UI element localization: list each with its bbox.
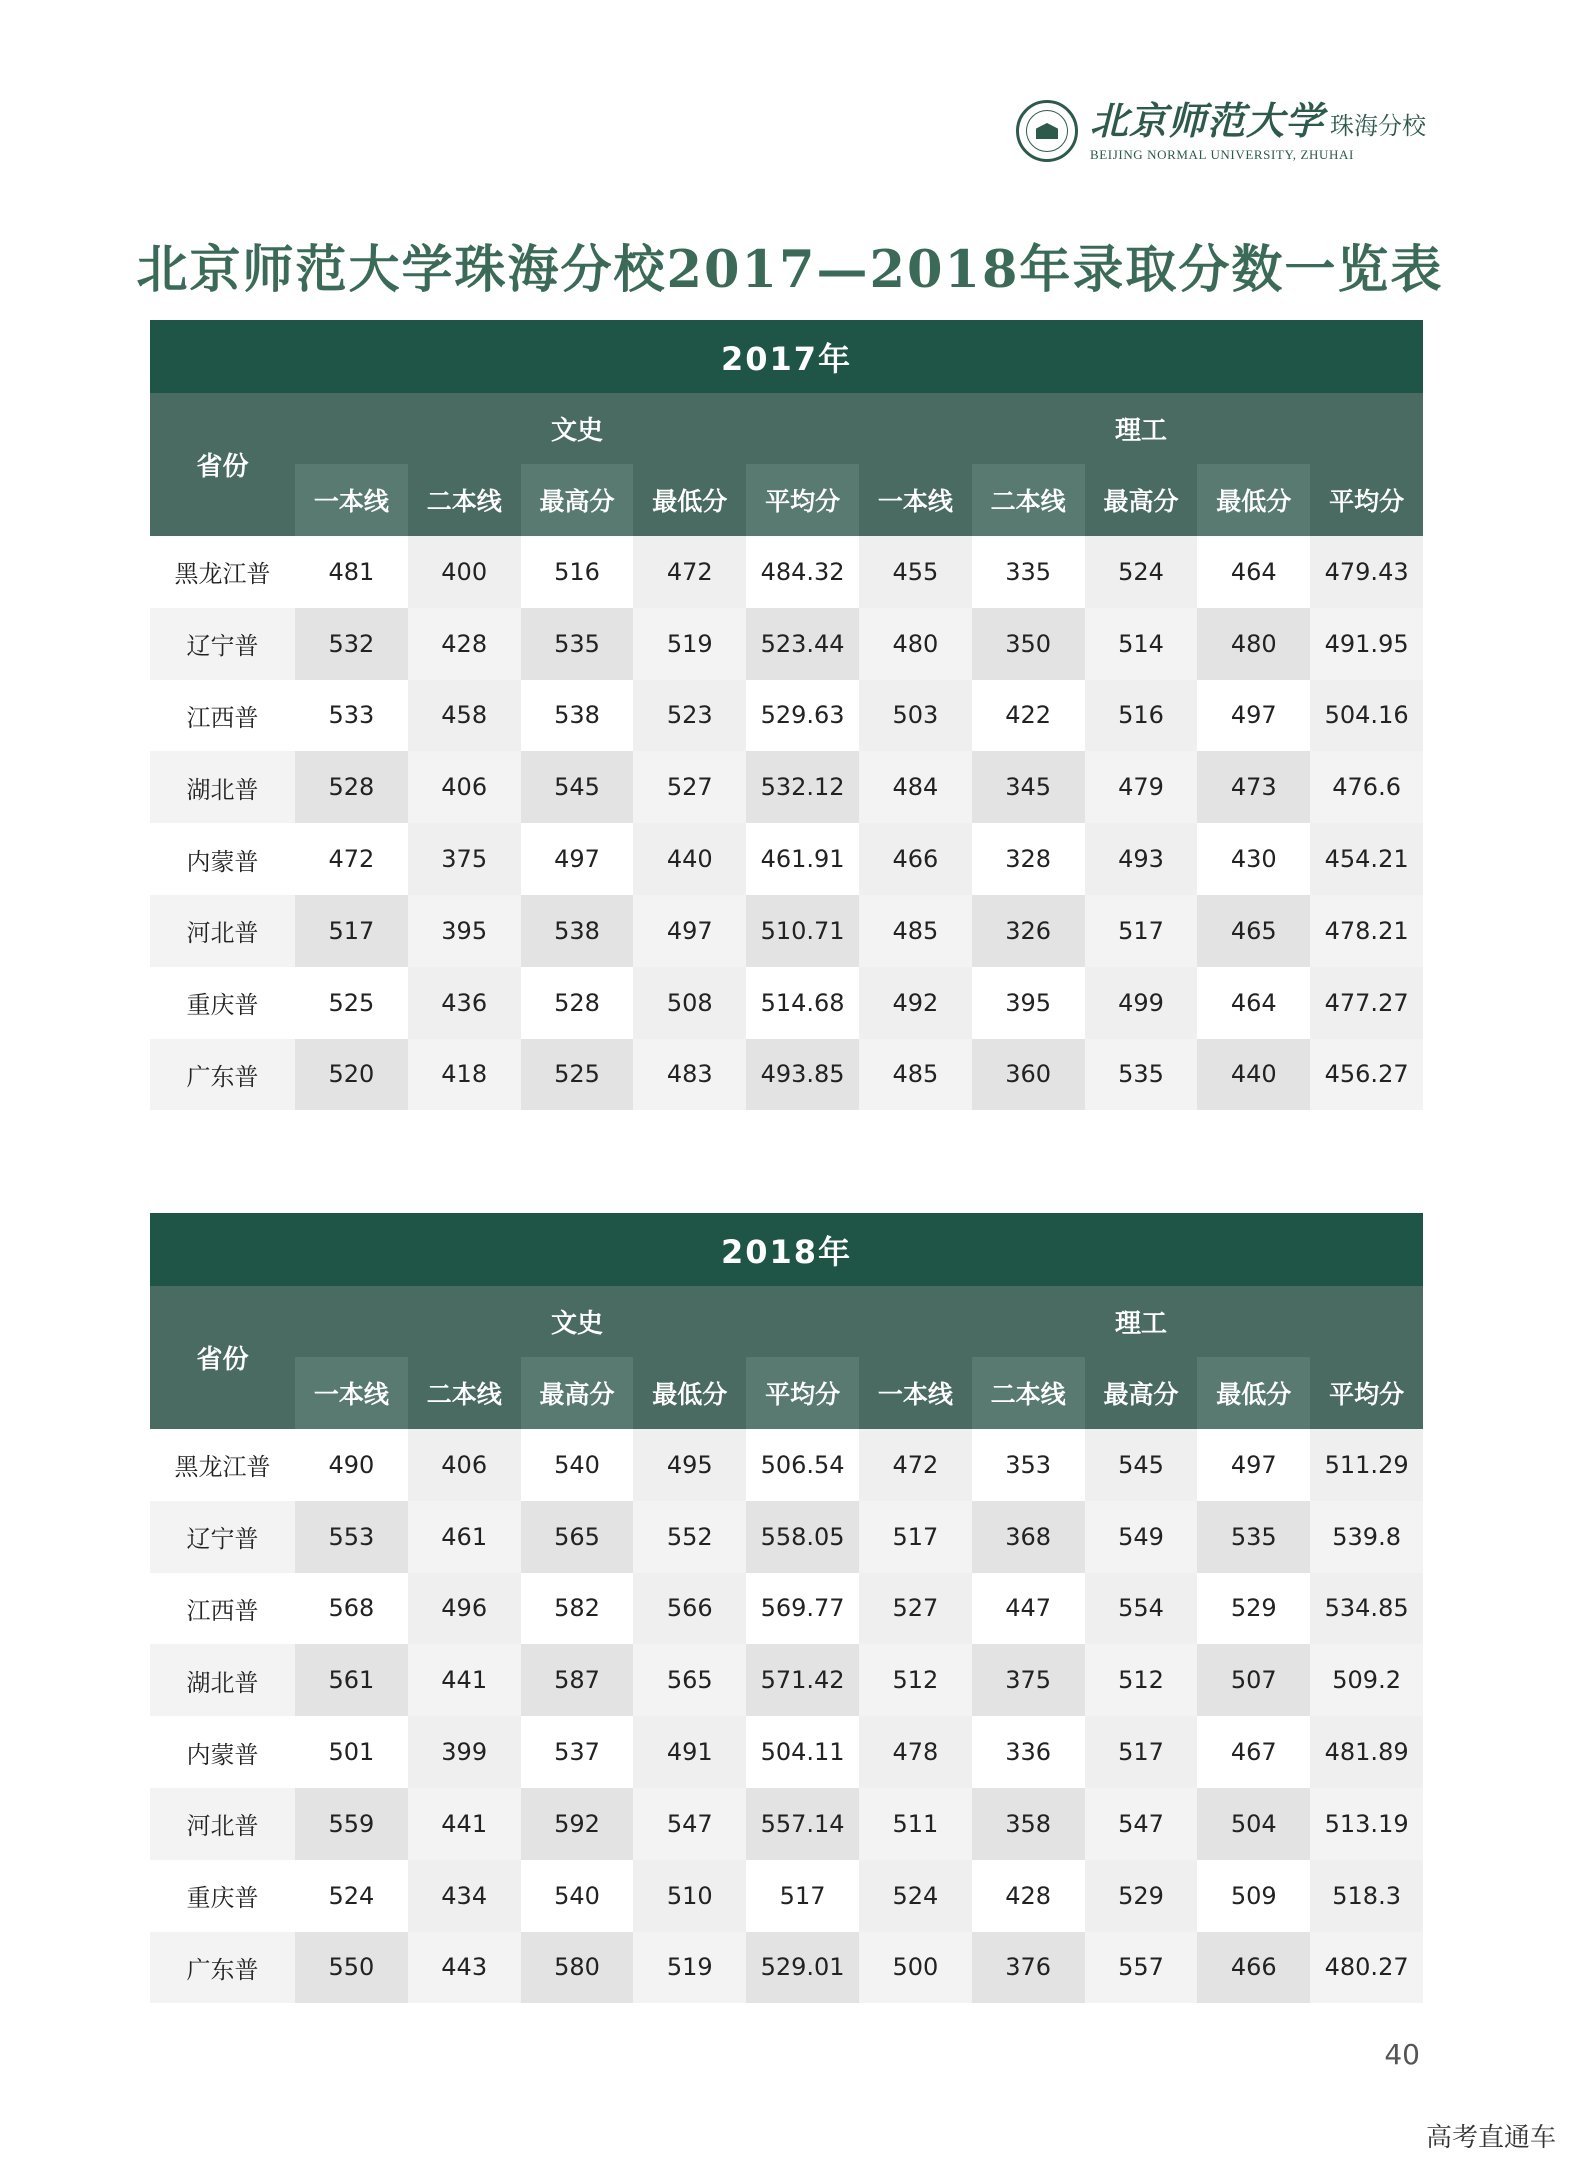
sub-column-header: 最低分 [1197,464,1310,536]
score-cell: 512 [859,1644,972,1716]
score-cell: 504 [1197,1788,1310,1860]
score-cell: 516 [1085,680,1198,752]
page-number: 40 [1384,2038,1420,2071]
table-row [150,823,1423,895]
score-cell: 476.6 [1310,751,1423,823]
admission-score-table [150,320,1423,1110]
score-cell: 478.21 [1310,895,1423,967]
score-cell: 436 [408,967,521,1039]
province-cell: 内蒙普 [150,823,295,895]
score-cell: 440 [633,823,746,895]
score-cell: 496 [408,1573,521,1645]
score-cell: 527 [633,751,746,823]
table-row [150,895,1423,967]
score-cell: 497 [633,895,746,967]
score-cell: 535 [1197,1501,1310,1573]
score-cell: 540 [521,1429,634,1501]
score-cell: 504.11 [746,1716,859,1788]
score-cell: 400 [408,536,521,608]
score-cell: 430 [1197,823,1310,895]
table-row [150,1860,1423,1932]
score-cell: 527 [859,1573,972,1645]
sub-column-header: 最高分 [521,464,634,536]
score-cell: 461.91 [746,823,859,895]
province-cell: 江西普 [150,680,295,752]
score-cell: 493.85 [746,1039,859,1111]
province-cell: 黑龙江普 [150,536,295,608]
score-cell: 440 [1197,1039,1310,1111]
sub-column-header: 二本线 [408,464,521,536]
province-cell: 湖北普 [150,1644,295,1716]
province-cell: 河北普 [150,1788,295,1860]
score-cell: 569.77 [746,1573,859,1645]
watermark-text: 高考直通车 [1425,2123,1556,2153]
score-cell: 571.42 [746,1644,859,1716]
score-cell: 480 [859,608,972,680]
score-cell: 501 [295,1716,408,1788]
table-row [150,1716,1423,1788]
score-cell: 485 [859,1039,972,1111]
score-cell: 565 [633,1644,746,1716]
score-cell: 566 [633,1573,746,1645]
score-cell: 529 [1085,1860,1198,1932]
score-cell: 517 [859,1501,972,1573]
score-cell: 472 [633,536,746,608]
score-cell: 559 [295,1788,408,1860]
sub-column-header: 二本线 [408,1357,521,1429]
score-cell: 554 [1085,1573,1198,1645]
score-cell: 528 [295,751,408,823]
score-cell: 500 [859,1932,972,2004]
score-cell: 479 [1085,751,1198,823]
score-cell: 538 [521,680,634,752]
score-cell: 454.21 [1310,823,1423,895]
score-cell: 345 [972,751,1085,823]
sub-column-header: 一本线 [295,464,408,536]
table-row [150,680,1423,752]
logo-campus-cn: 珠海分校 [1330,111,1426,140]
score-cell: 465 [1197,895,1310,967]
province-cell: 湖北普 [150,751,295,823]
province-cell: 河北普 [150,895,295,967]
sub-column-header: 最高分 [1085,464,1198,536]
score-cell: 508 [633,967,746,1039]
province-column-header: 省份 [150,1286,295,1429]
table-row [150,1573,1423,1645]
score-cell: 535 [521,608,634,680]
admission-score-table [150,1213,1423,2003]
score-cell: 557.14 [746,1788,859,1860]
score-cell: 532 [295,608,408,680]
sub-column-header: 最低分 [633,464,746,536]
score-cell: 336 [972,1716,1085,1788]
score-cell: 545 [1085,1429,1198,1501]
table-row [150,1039,1423,1111]
score-cell: 538 [521,895,634,967]
sub-column-header: 最高分 [1085,1357,1198,1429]
table-row [150,967,1423,1039]
score-cell: 464 [1197,536,1310,608]
province-cell: 辽宁普 [150,608,295,680]
score-cell: 518.3 [1310,1860,1423,1932]
score-cell: 406 [408,751,521,823]
score-cell: 350 [972,608,1085,680]
province-cell: 辽宁普 [150,1501,295,1573]
score-cell: 547 [1085,1788,1198,1860]
score-cell: 406 [408,1429,521,1501]
score-cell: 375 [972,1644,1085,1716]
score-cell: 480.27 [1310,1932,1423,2004]
sub-column-header: 最低分 [1197,1357,1310,1429]
score-cell: 477.27 [1310,967,1423,1039]
score-cell: 478 [859,1716,972,1788]
score-cell: 534.85 [1310,1573,1423,1645]
score-cell: 480 [1197,608,1310,680]
sub-column-header: 平均分 [746,464,859,536]
province-cell: 江西普 [150,1573,295,1645]
score-cell: 580 [521,1932,634,2004]
score-cell: 533 [295,680,408,752]
group-header-science: 理工 [859,393,1423,464]
score-cell: 455 [859,536,972,608]
score-cell: 368 [972,1501,1085,1573]
score-cell: 464 [1197,967,1310,1039]
table-row [150,1932,1423,2004]
score-cell: 524 [295,1860,408,1932]
score-cell: 447 [972,1573,1085,1645]
score-cell: 509.2 [1310,1644,1423,1716]
table-row [150,608,1423,680]
group-header-science: 理工 [859,1286,1423,1357]
score-cell: 473 [1197,751,1310,823]
score-cell: 497 [1197,1429,1310,1501]
score-cell: 525 [295,967,408,1039]
score-cell: 519 [633,1932,746,2004]
score-cell: 399 [408,1716,521,1788]
score-cell: 328 [972,823,1085,895]
score-cell: 376 [972,1932,1085,2004]
score-cell: 558.05 [746,1501,859,1573]
sub-column-header: 一本线 [859,1357,972,1429]
score-cell: 524 [859,1860,972,1932]
table-row [150,1788,1423,1860]
score-cell: 484.32 [746,536,859,608]
score-cell: 503 [859,680,972,752]
score-cell: 360 [972,1039,1085,1111]
score-cell: 466 [1197,1932,1310,2004]
score-cell: 512 [1085,1644,1198,1716]
logo-name-cn: 北京师范大学 [1089,97,1324,143]
sub-column-header: 一本线 [859,464,972,536]
score-cell: 529.01 [746,1932,859,2004]
score-cell: 516 [521,536,634,608]
score-cell: 517 [1085,895,1198,967]
score-cell: 395 [408,895,521,967]
province-cell: 广东普 [150,1932,295,2004]
score-cell: 491 [633,1716,746,1788]
score-cell: 525 [521,1039,634,1111]
score-cell: 511 [859,1788,972,1860]
score-cell: 434 [408,1860,521,1932]
province-column-header: 省份 [150,393,295,536]
score-cell: 535 [1085,1039,1198,1111]
score-cell: 547 [633,1788,746,1860]
score-cell: 497 [1197,680,1310,752]
score-cell: 484 [859,751,972,823]
score-cell: 540 [521,1860,634,1932]
score-cell: 418 [408,1039,521,1111]
sub-column-header: 平均分 [746,1357,859,1429]
score-cell: 461 [408,1501,521,1573]
score-cell: 524 [1085,536,1198,608]
sub-column-header: 最低分 [633,1357,746,1429]
table-row [150,751,1423,823]
score-cell: 537 [521,1716,634,1788]
logo-name-en: BEIJING NORMAL UNIVERSITY, ZHUHAI [1089,146,1354,162]
sub-column-header: 平均分 [1310,464,1423,536]
score-cell: 492 [859,967,972,1039]
group-header-liberal-arts: 文史 [295,1286,859,1357]
score-cell: 375 [408,823,521,895]
score-cell: 582 [521,1573,634,1645]
score-cell: 479.43 [1310,536,1423,608]
score-cell: 335 [972,536,1085,608]
score-cell: 511.29 [1310,1429,1423,1501]
province-cell: 重庆普 [150,967,295,1039]
score-cell: 568 [295,1573,408,1645]
score-cell: 441 [408,1788,521,1860]
score-cell: 467 [1197,1716,1310,1788]
score-cell: 523.44 [746,608,859,680]
table-year-heading: 2018年 [150,1213,1423,1286]
score-cell: 529 [1197,1573,1310,1645]
score-cell: 514 [1085,608,1198,680]
score-cell: 395 [972,967,1085,1039]
score-cell: 428 [972,1860,1085,1932]
score-cell: 513.19 [1310,1788,1423,1860]
score-cell: 520 [295,1039,408,1111]
sub-column-header: 最高分 [521,1357,634,1429]
sub-column-header: 平均分 [1310,1357,1423,1429]
score-cell: 528 [521,967,634,1039]
score-cell: 517 [746,1860,859,1932]
score-cell: 507 [1197,1644,1310,1716]
table-row [150,536,1423,608]
university-seal-icon [1016,100,1078,162]
score-cell: 497 [521,823,634,895]
sub-column-header: 二本线 [972,1357,1085,1429]
score-cell: 506.54 [746,1429,859,1501]
sub-column-header: 一本线 [295,1357,408,1429]
score-cell: 490 [295,1429,408,1501]
score-cell: 550 [295,1932,408,2004]
score-cell: 493 [1085,823,1198,895]
score-cell: 466 [859,823,972,895]
score-cell: 441 [408,1644,521,1716]
score-cell: 458 [408,680,521,752]
score-cell: 504.16 [1310,680,1423,752]
score-cell: 353 [972,1429,1085,1501]
score-cell: 510.71 [746,895,859,967]
group-header-liberal-arts: 文史 [295,393,859,464]
score-cell: 443 [408,1932,521,2004]
score-cell: 552 [633,1501,746,1573]
score-cell: 491.95 [1310,608,1423,680]
province-cell: 重庆普 [150,1860,295,1932]
score-cell: 485 [859,895,972,967]
table-year-heading: 2017年 [150,320,1423,393]
university-logo [1016,97,1426,162]
score-cell: 481.89 [1310,1716,1423,1788]
score-cell: 523 [633,680,746,752]
score-cell: 549 [1085,1501,1198,1573]
sub-column-header: 二本线 [972,464,1085,536]
province-cell: 内蒙普 [150,1716,295,1788]
score-cell: 532.12 [746,751,859,823]
score-cell: 553 [295,1501,408,1573]
score-cell: 519 [633,608,746,680]
score-cell: 517 [295,895,408,967]
score-cell: 358 [972,1788,1085,1860]
province-cell: 广东普 [150,1039,295,1111]
province-cell: 黑龙江普 [150,1429,295,1501]
table-row [150,1429,1423,1501]
score-cell: 545 [521,751,634,823]
score-cell: 326 [972,895,1085,967]
score-cell: 565 [521,1501,634,1573]
score-cell: 517 [1085,1716,1198,1788]
table-row [150,1644,1423,1716]
score-cell: 510 [633,1860,746,1932]
score-cell: 561 [295,1644,408,1716]
score-cell: 499 [1085,967,1198,1039]
score-cell: 514.68 [746,967,859,1039]
score-cell: 481 [295,536,408,608]
score-cell: 428 [408,608,521,680]
page-title: 北京师范大学珠海分校2017—2018年录取分数一览表 [136,240,1444,300]
score-cell: 472 [295,823,408,895]
score-cell: 483 [633,1039,746,1111]
table-row [150,1501,1423,1573]
score-cell: 529.63 [746,680,859,752]
score-cell: 472 [859,1429,972,1501]
score-cell: 557 [1085,1932,1198,2004]
score-cell: 592 [521,1788,634,1860]
score-cell: 509 [1197,1860,1310,1932]
score-cell: 422 [972,680,1085,752]
score-cell: 456.27 [1310,1039,1423,1111]
score-cell: 539.8 [1310,1501,1423,1573]
score-cell: 587 [521,1644,634,1716]
score-cell: 495 [633,1429,746,1501]
